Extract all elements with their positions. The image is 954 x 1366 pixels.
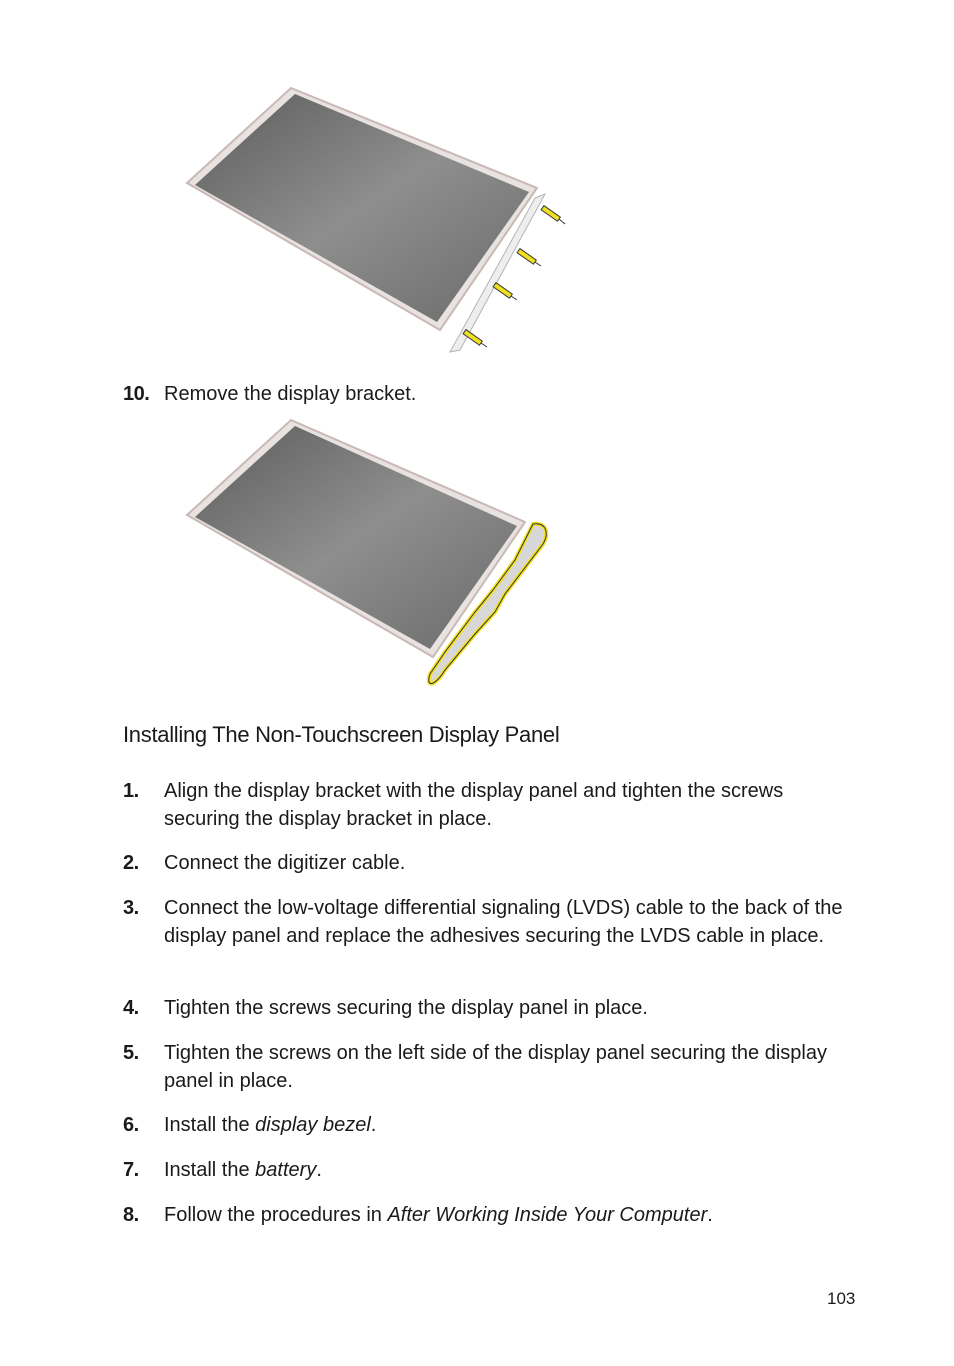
step-number: 4. xyxy=(123,997,139,1019)
step-text xyxy=(164,1201,864,1229)
step-text-suffix: . xyxy=(316,1159,322,1181)
battery-link[interactable]: battery xyxy=(255,1159,317,1181)
step-number: 6. xyxy=(123,1114,139,1136)
step-text-suffix: . xyxy=(370,1114,377,1136)
step-text xyxy=(164,1156,864,1184)
section-heading: Installing The Non-Touchscreen Display Panel xyxy=(123,722,560,747)
step-number: 2. xyxy=(123,852,139,874)
step-text: Align the display bracket with the display panel and tighten the screws securing the display bracket in place. xyxy=(164,780,784,830)
step-number: 8. xyxy=(123,1204,139,1226)
page-number: 103 xyxy=(827,1289,856,1308)
step-number: 5. xyxy=(123,1042,139,1064)
display-bezel-link[interactable]: display bezel xyxy=(255,1114,371,1136)
step-text: Remove the display bracket. xyxy=(164,383,417,405)
step-text: Tighten the screws on the left side of the display panel securing the display panel in place. xyxy=(164,1042,827,1092)
step-number: 3. xyxy=(123,897,139,919)
step-text-prefix: Install the xyxy=(164,1114,256,1136)
step-text-prefix: Follow the procedures in xyxy=(164,1204,388,1226)
display-panel-bracket-highlighted-image xyxy=(175,412,595,697)
after-working-inside-link[interactable]: After Working Inside Your Computer xyxy=(387,1204,708,1226)
step-text: Connect the digitizer cable. xyxy=(164,852,406,874)
step-number: 1. xyxy=(123,780,139,802)
step-number: 7. xyxy=(123,1159,139,1181)
step-text: Connect the low-voltage differential signaling (LVDS) cable to the back of the display panel and replace the adhesives securing the LVDS cable in place. xyxy=(164,897,843,947)
step-text: Tighten the screws securing the display panel in place. xyxy=(164,997,648,1019)
step-number: 10. xyxy=(123,383,150,405)
step-text xyxy=(164,1111,864,1139)
step-text-suffix: . xyxy=(707,1204,713,1226)
display-panel-with-bracket-screws-image xyxy=(175,80,595,365)
step-text-prefix: Install the xyxy=(164,1159,256,1181)
